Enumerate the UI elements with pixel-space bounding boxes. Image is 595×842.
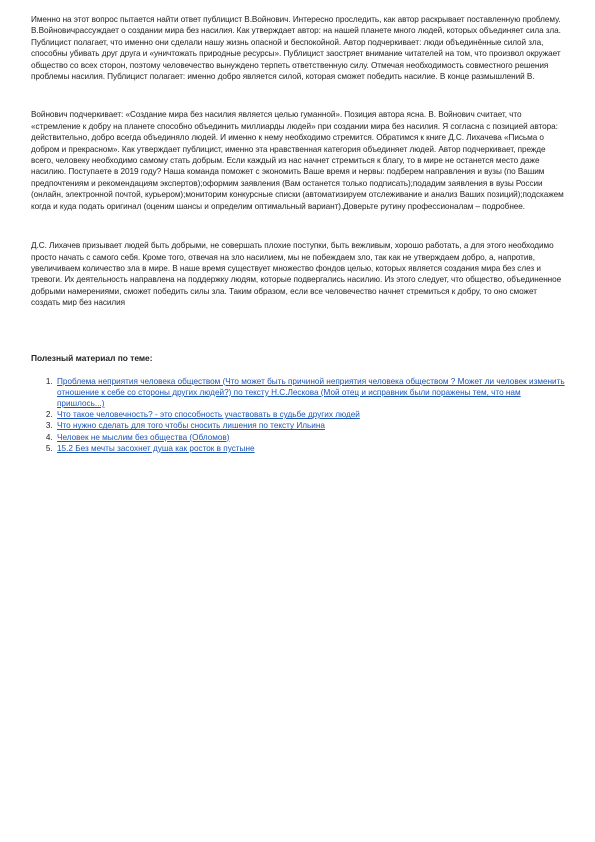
paragraph-1: Именно на этот вопрос пытается найти ответ публицист В.Войнович. Интересно проследить, как автор раскрывает поставленную проблему. В.Войновичрассуждает о создании мира без насилия. Как утверждает автор: на нашей планете много людей, которых объединяет сила зла. Публицист полагает, что именно они сделали нашу жизнь опасной и беспокойной. Автор подчеркивает: люди объединённые силой зла, способны убивать друг друга и «уничтожать природные ресурсы». Публицист заостряет внимание читателей на том, что произвол окружает общество со всех сторон, поэтому человечество вынуждено терпеть ответственную силу. Отмечая необходимость совместного решения проблемы насилия. Публицист полагает: именно добро является силой, которая сможет победить насилие. В конце размышлений В. [31,15,561,82]
related-link-3[interactable]: Что нужно сделать для того чтобы сносить лишения по тексту Ильина [57,421,325,431]
list-item [55,420,565,431]
list-item [55,443,565,454]
related-link-1[interactable]: Проблема неприятия человека обществом (Что может быть причиной неприятия человека обществом ? Может ли человек изменить отношение к себе со стороны других людей?) по тексту Н.С.Лескова (Мой отец и исправник были поражены тем, что нам пришлось...) [57,376,565,408]
related-link-2[interactable]: Что такое человечность? - это способность участвовать в судьбе других людей [57,410,360,420]
list-item [55,376,565,410]
related-link-5[interactable]: 15.2 Без мечты засохнет душа как росток в пустыне [57,443,255,453]
related-link-4[interactable]: Человек не мыслим без общества (Обломов) [57,432,230,442]
related-materials-title: Полезный материал по теме: [31,352,153,363]
paragraph-2: Войнович подчеркивает: «Создание мира без насилия является целью гуманной». Позиция автора ясна. В. Войнович считает, что «стремление к добру на планете способно объединить миллиарды людей» при создании мира без насилия. Я согласна с позицией автора: действительно, добро всегда объединяло людей. И именно к нему необходимо стремится. Обратимся к книге Д.С. Лихачева «Письма о добром и прекрасном». Как утверждает публицист, именно эта нравственная категория объединяет людей. Автор подчеркивает, прежде всего, человеку необходимо самому стать добрым. Если каждый из нас начнет стремиться к благу, то в мире не останется место даже насилию. Поступаете в 2019 году? Наша команда поможет с экономить Ваше время и нервы: подберем направления и вузы (по Вашим предпочтениям и рекомендациям экспертов);оформим заявления (Вам останется только подписать);подадим заявления в вузы России (онлайн, электронной почтой, курьером);мониторим конкурсные списки (автоматизируем отслеживание и анализ Ваших позиций);подскажем когда и куда подать оригинал (оценим шансы и определим оптимальный вариант).Доверьте рутину профессионалам – подробнее. [31,110,564,211]
list-item [55,432,565,443]
related-materials-list [31,376,565,454]
paragraph-3: Д.С. Лихачев призывает людей быть добрыми, не совершать плохие поступки, быть вежливым, хорошо работать, а для этого необходимо просто начать с самого себя. Кроме того, отвечая на зло насилием, мы не побеждаем зло, так как не утверждаем добро, а, напротив, увеличиваем количество зла в мире. В наше время существует множество фондов целью, которых является создания мира без слез и тревоги. Их деятельность направлена на поддержку людям, которые подвергались насилию. Из этого следует, что общество, объединенное добрыми намерениями, сможет победить силы зла. Таким образом, если все человечество начнет стремиться к добру, то оно сможет создать мир без насилия [31,241,562,308]
list-item [55,409,565,420]
